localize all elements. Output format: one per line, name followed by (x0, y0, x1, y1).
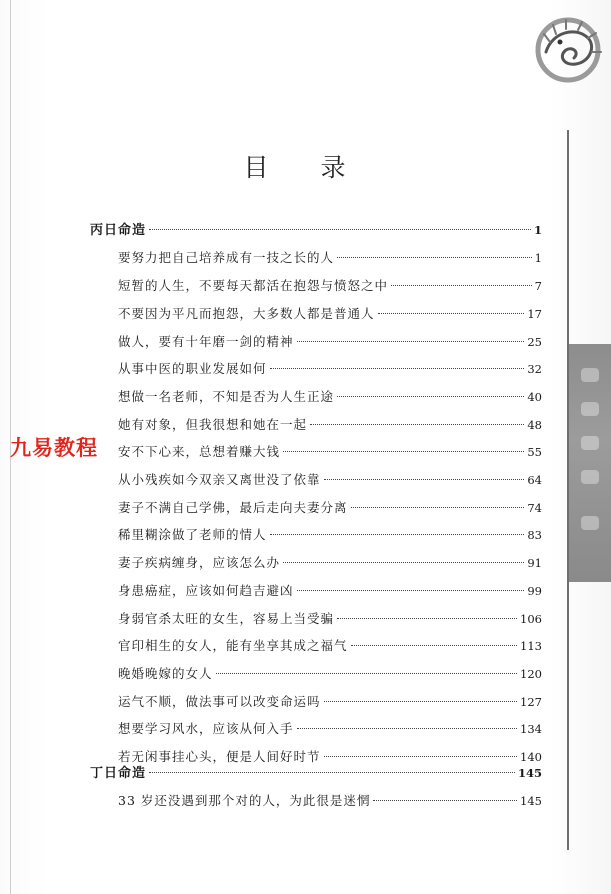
toc-entry[interactable] (118, 472, 542, 488)
toc-entry-label: 晚婚晚嫁的女人 (118, 666, 213, 681)
toc-entry-label: 从事中医的职业发展如何 (118, 361, 267, 376)
toc-page-number: 99 (527, 584, 542, 598)
toc-page-number: 32 (527, 362, 542, 376)
dragon-emblem-icon (530, 12, 606, 88)
leader-dots (270, 534, 525, 535)
toc-page-number: 7 (534, 279, 542, 293)
side-tab-decoration (569, 344, 611, 582)
toc-entry[interactable] (118, 361, 542, 377)
toc-entry-label: 从小残疾如今双亲又离世没了依靠 (118, 472, 321, 487)
toc-entry[interactable] (118, 527, 542, 543)
toc-entry-label: 想做一名老师，不知是否为人生正途 (118, 389, 335, 404)
leader-dots (337, 257, 532, 258)
toc-entry-label: 她有对象，但我很想和她在一起 (118, 417, 308, 432)
toc-entry-label: 做人，要有十年磨一剑的精神 (118, 334, 294, 349)
leader-dots (283, 451, 524, 452)
toc-entry[interactable] (118, 500, 542, 516)
toc-section[interactable] (90, 222, 542, 239)
toc-page-number: 120 (520, 667, 542, 681)
toc-entry[interactable] (118, 306, 542, 322)
leader-dots (216, 673, 518, 674)
leader-dots (310, 424, 524, 425)
toc-entry-label: 要努力把自己培养成有一技之长的人 (118, 250, 335, 265)
toc-entry[interactable] (118, 555, 542, 571)
toc-page-number: 48 (527, 418, 542, 432)
toc-page-number: 145 (517, 766, 542, 780)
toc-entry[interactable] (118, 250, 542, 266)
toc-entry[interactable] (118, 611, 542, 627)
toc-entry-label: 若无闲事挂心头，便是人间好时节 (118, 749, 321, 764)
toc-entry[interactable] (118, 793, 542, 809)
toc-entry-label: 短暂的人生，不要每天都活在抱怨与愤怒之中 (118, 278, 389, 293)
watermark-text: 九易教程 (10, 436, 98, 460)
toc-entry-label: 不要因为平凡而抱怨，大多数人都是普通人 (118, 306, 375, 321)
leader-dots (324, 479, 525, 480)
toc-entry-label: 妻子不满自己学佛，最后走向夫妻分离 (118, 500, 348, 515)
toc-page-number: 113 (520, 639, 542, 653)
leader-dots (149, 772, 515, 773)
toc-entry[interactable] (118, 444, 542, 460)
toc-entry[interactable] (118, 721, 542, 737)
toc-entry[interactable] (118, 583, 542, 599)
toc-page-number: 91 (527, 556, 542, 570)
leader-dots (270, 368, 525, 369)
leader-dots (149, 229, 531, 230)
toc-entry[interactable] (118, 666, 542, 682)
leader-dots (351, 507, 525, 508)
toc-page-number: 74 (527, 501, 542, 515)
leader-dots (351, 645, 518, 646)
toc-entry-label: 身弱官杀太旺的女生，容易上当受骗 (118, 611, 335, 626)
toc-entry-label: 官印相生的女人，能有坐享其成之福气 (118, 638, 348, 653)
leader-dots (337, 618, 517, 619)
toc-entry[interactable] (118, 389, 542, 405)
leader-dots (283, 562, 524, 563)
toc-page-number: 40 (527, 390, 542, 404)
toc-entry[interactable] (118, 694, 542, 710)
toc-page-number: 83 (527, 528, 542, 542)
toc-entry[interactable] (118, 278, 542, 294)
leader-dots (337, 396, 524, 397)
toc-page-number: 1 (533, 223, 542, 237)
toc-page-number: 17 (527, 307, 542, 321)
toc-section-label: 丙日命造 (90, 223, 147, 238)
toc-page-number: 106 (520, 612, 542, 626)
toc-page-number: 1 (534, 251, 542, 265)
leader-dots (324, 701, 518, 702)
toc-page-number: 25 (527, 335, 542, 349)
leader-dots (297, 590, 525, 591)
toc-entry-label: 稀里糊涂做了老师的情人 (118, 527, 267, 542)
toc-entry-label: 想要学习风水，应该从何入手 (118, 721, 294, 736)
toc-page-number: 140 (520, 750, 542, 764)
toc-page-number: 145 (520, 794, 542, 808)
leader-dots (373, 800, 517, 801)
toc-entry-label: 安不下心来，总想着赚大钱 (118, 444, 281, 459)
toc-entry[interactable] (118, 749, 542, 765)
toc-entry[interactable] (118, 638, 542, 654)
toc-section[interactable] (90, 765, 542, 782)
toc-entry-label: 妻子疾病缠身，应该怎么办 (118, 555, 281, 570)
toc-entry-label: 身患癌症，应该如何趋吉避凶 (118, 583, 294, 598)
toc-page-number: 64 (527, 473, 542, 487)
toc-entry-label: 运气不顺，做法事可以改变命运吗 (118, 694, 321, 709)
toc-section-label: 丁日命造 (90, 766, 147, 781)
toc-page-number: 127 (520, 695, 542, 709)
page-title: 目 录 (243, 153, 368, 182)
leader-dots (324, 756, 518, 757)
leader-dots (297, 341, 525, 342)
toc-page-number: 55 (527, 445, 542, 459)
toc-entry[interactable] (118, 417, 542, 433)
leader-dots (391, 285, 532, 286)
leader-dots (297, 728, 518, 729)
toc-page-number: 134 (520, 722, 542, 736)
toc-entry-label: 33 岁还没遇到那个对的人，为此很是迷惘 (118, 793, 371, 808)
toc-entry[interactable] (118, 334, 542, 350)
leader-dots (378, 313, 525, 314)
